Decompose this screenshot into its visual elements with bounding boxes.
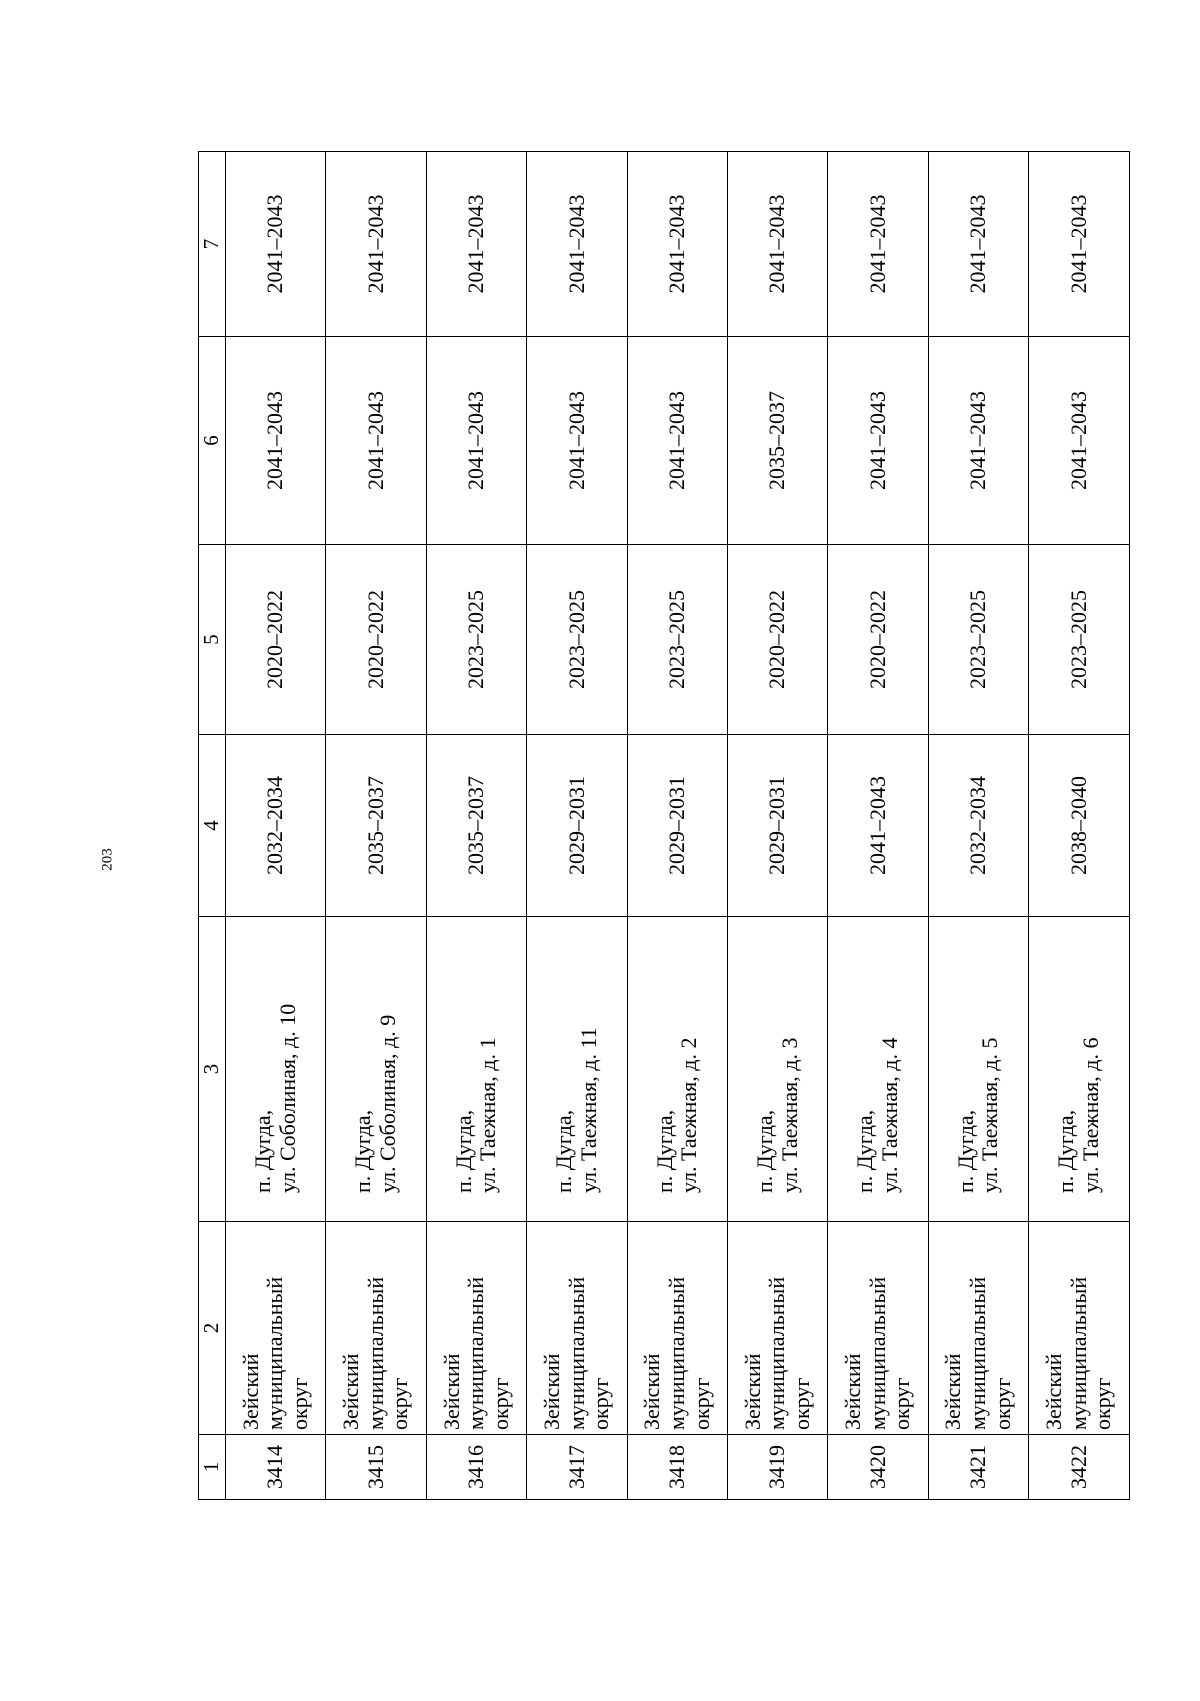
address-line: п. Дугда, bbox=[450, 1109, 476, 1193]
address-cell bbox=[1029, 917, 1129, 1222]
district-line: округ bbox=[788, 1377, 814, 1430]
district-cell bbox=[527, 1222, 627, 1435]
district-line: муниципальный bbox=[262, 1276, 288, 1430]
period-cell-col4: 2038–2040 bbox=[1029, 735, 1129, 917]
period-cell-col4: 2041–2043 bbox=[828, 735, 928, 917]
district-line: Зейский bbox=[639, 1353, 665, 1430]
district-line: муниципальный bbox=[663, 1276, 689, 1430]
address-line: ул. Таежная, д. 2 bbox=[676, 1037, 702, 1193]
page-number: 203 bbox=[99, 848, 116, 871]
row-number-cell: 3417 bbox=[527, 1435, 627, 1500]
table-row bbox=[727, 152, 827, 1500]
period-cell-col6: 2041–2043 bbox=[627, 337, 727, 545]
period-cell-col4: 2035–2037 bbox=[326, 735, 426, 917]
address-line: ул. Таежная, д. 1 bbox=[475, 1037, 501, 1193]
period-cell-col7: 2041–2043 bbox=[527, 152, 627, 337]
district-cell bbox=[426, 1222, 526, 1435]
address-cell bbox=[928, 917, 1028, 1222]
address-cell bbox=[226, 917, 326, 1222]
period-cell-col6: 2041–2043 bbox=[928, 337, 1028, 545]
table-row bbox=[527, 152, 627, 1500]
period-cell-col6: 2041–2043 bbox=[527, 337, 627, 545]
district-line: муниципальный bbox=[1065, 1276, 1091, 1430]
address-cell bbox=[727, 917, 827, 1222]
address-line: п. Дугда, bbox=[551, 1109, 577, 1193]
period-cell-col7: 2041–2043 bbox=[426, 152, 526, 337]
period-cell-col7: 2041–2043 bbox=[1029, 152, 1129, 337]
period-cell-col6: 2041–2043 bbox=[326, 337, 426, 545]
col-header-1: 1 bbox=[199, 1435, 226, 1500]
district-cell bbox=[226, 1222, 326, 1435]
district-line: Зейский bbox=[538, 1353, 564, 1430]
address-line: п. Дугда, bbox=[952, 1109, 978, 1193]
row-number-cell: 3421 bbox=[928, 1435, 1028, 1500]
district-line: Зейский bbox=[338, 1353, 364, 1430]
district-line: округ bbox=[889, 1377, 915, 1430]
period-cell-col7: 2041–2043 bbox=[727, 152, 827, 337]
district-cell bbox=[326, 1222, 426, 1435]
period-cell-col6: 2041–2043 bbox=[426, 337, 526, 545]
address-line: п. Дугда, bbox=[1053, 1109, 1079, 1193]
address-line: п. Дугда, bbox=[852, 1109, 878, 1193]
district-line: Зейский bbox=[739, 1353, 765, 1430]
address-cell bbox=[326, 917, 426, 1222]
address-line: ул. Таежная, д. 3 bbox=[776, 1037, 802, 1193]
row-number-cell: 3415 bbox=[326, 1435, 426, 1500]
col-header-7: 7 bbox=[199, 152, 226, 337]
period-cell-col6: 2041–2043 bbox=[1029, 337, 1129, 545]
district-line: муниципальный bbox=[362, 1276, 388, 1430]
district-line: округ bbox=[1090, 1377, 1116, 1430]
header-row bbox=[199, 152, 226, 1500]
col-header-5: 5 bbox=[199, 545, 226, 735]
address-line: ул. Соболиная, д. 10 bbox=[274, 1003, 300, 1193]
row-number-cell: 3420 bbox=[828, 1435, 928, 1500]
period-cell-col5: 2023–2025 bbox=[928, 545, 1028, 735]
district-line: Зейский bbox=[840, 1353, 866, 1430]
address-line: ул. Таежная, д. 6 bbox=[1077, 1037, 1103, 1193]
district-line: Зейский bbox=[237, 1353, 263, 1430]
period-cell-col5: 2023–2025 bbox=[1029, 545, 1129, 735]
address-line: ул. Соболиная, д. 9 bbox=[375, 1014, 401, 1193]
period-cell-col5: 2020–2022 bbox=[727, 545, 827, 735]
period-cell-col4: 2032–2034 bbox=[928, 735, 1028, 917]
address-cell bbox=[426, 917, 526, 1222]
period-cell-col7: 2041–2043 bbox=[928, 152, 1028, 337]
period-cell-col4: 2029–2031 bbox=[627, 735, 727, 917]
address-cell bbox=[828, 917, 928, 1222]
table-container bbox=[198, 152, 1128, 1500]
district-line: Зейский bbox=[1040, 1353, 1066, 1430]
address-line: п. Дугда, bbox=[250, 1109, 276, 1193]
address-line: п. Дугда, bbox=[350, 1109, 376, 1193]
address-line: ул. Таежная, д. 4 bbox=[877, 1037, 903, 1193]
district-line: Зейский bbox=[438, 1353, 464, 1430]
district-line: муниципальный bbox=[764, 1276, 790, 1430]
period-cell-col6: 2041–2043 bbox=[226, 337, 326, 545]
row-number-cell: 3416 bbox=[426, 1435, 526, 1500]
col-header-2: 2 bbox=[199, 1222, 226, 1435]
district-line: Зейский bbox=[940, 1353, 966, 1430]
period-cell-col6: 2035–2037 bbox=[727, 337, 827, 545]
district-cell bbox=[627, 1222, 727, 1435]
district-cell bbox=[928, 1222, 1028, 1435]
period-cell-col7: 2041–2043 bbox=[226, 152, 326, 337]
table-row bbox=[1029, 152, 1129, 1500]
district-line: округ bbox=[487, 1377, 513, 1430]
address-line: ул. Таежная, д. 11 bbox=[575, 1027, 601, 1193]
period-cell-col4: 2029–2031 bbox=[527, 735, 627, 917]
period-cell-col7: 2041–2043 bbox=[326, 152, 426, 337]
district-line: округ bbox=[287, 1377, 312, 1430]
period-cell-col5: 2023–2025 bbox=[527, 545, 627, 735]
schedule-table bbox=[198, 151, 1130, 1500]
row-number-cell: 3422 bbox=[1029, 1435, 1129, 1500]
table-row bbox=[326, 152, 426, 1500]
district-line: муниципальный bbox=[965, 1276, 991, 1430]
table-row bbox=[426, 152, 526, 1500]
address-line: п. Дугда, bbox=[752, 1109, 778, 1193]
district-line: округ bbox=[688, 1377, 714, 1430]
period-cell-col5: 2020–2022 bbox=[226, 545, 326, 735]
district-line: округ bbox=[989, 1377, 1015, 1430]
district-cell bbox=[727, 1222, 827, 1435]
period-cell-col5: 2023–2025 bbox=[426, 545, 526, 735]
row-number-cell: 3414 bbox=[226, 1435, 326, 1500]
period-cell-col4: 2029–2031 bbox=[727, 735, 827, 917]
col-header-4: 4 bbox=[199, 735, 226, 917]
period-cell-col4: 2032–2034 bbox=[226, 735, 326, 917]
table-row bbox=[928, 152, 1028, 1500]
table-row bbox=[828, 152, 928, 1500]
table-row bbox=[226, 152, 326, 1500]
period-cell-col5: 2020–2022 bbox=[326, 545, 426, 735]
district-cell bbox=[1029, 1222, 1129, 1435]
row-number-cell: 3419 bbox=[727, 1435, 827, 1500]
row-number-cell: 3418 bbox=[627, 1435, 727, 1500]
district-line: округ bbox=[588, 1377, 614, 1430]
period-cell-col7: 2041–2043 bbox=[828, 152, 928, 337]
period-cell-col5: 2020–2022 bbox=[828, 545, 928, 735]
table-row bbox=[627, 152, 727, 1500]
address-line: ул. Таежная, д. 5 bbox=[977, 1037, 1003, 1193]
address-line: п. Дугда, bbox=[651, 1109, 677, 1193]
period-cell-col6: 2041–2043 bbox=[828, 337, 928, 545]
col-header-6: 6 bbox=[199, 337, 226, 545]
district-line: муниципальный bbox=[463, 1276, 489, 1430]
period-cell-col5: 2023–2025 bbox=[627, 545, 727, 735]
district-line: округ bbox=[387, 1377, 413, 1430]
district-line: муниципальный bbox=[563, 1276, 589, 1430]
address-cell bbox=[627, 917, 727, 1222]
district-cell bbox=[828, 1222, 928, 1435]
district-line: муниципальный bbox=[864, 1276, 890, 1430]
col-header-3: 3 bbox=[199, 917, 226, 1222]
period-cell-col7: 2041–2043 bbox=[627, 152, 727, 337]
address-cell bbox=[527, 917, 627, 1222]
period-cell-col4: 2035–2037 bbox=[426, 735, 526, 917]
